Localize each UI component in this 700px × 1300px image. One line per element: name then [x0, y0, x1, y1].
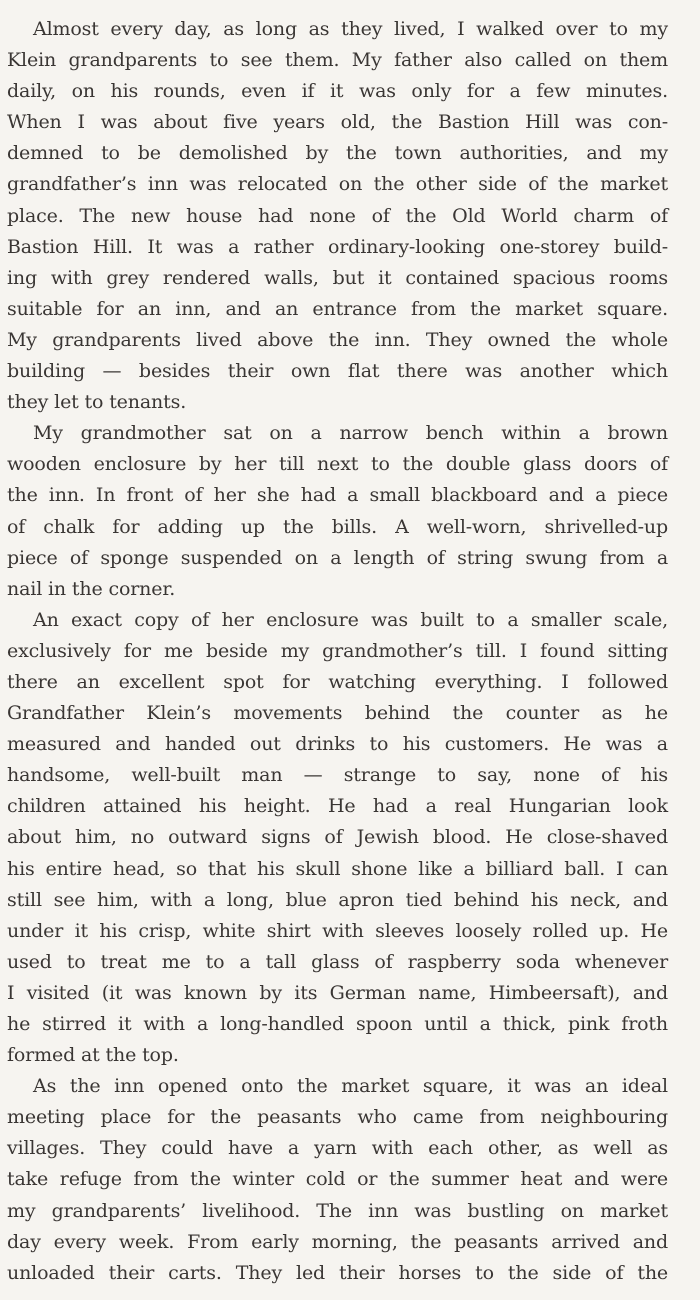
- text-line: demned to be demolished by the town authorities, and my: [7, 142, 668, 165]
- paragraph-1: [7, 14, 668, 418]
- text-line: place. The new house had none of the Old World charm of: [7, 204, 668, 227]
- text-line: building — besides their own flat there was another which: [7, 360, 668, 383]
- text-line: children attained his height. He had a real Hungarian look: [7, 795, 668, 818]
- text-line: handsome, well-built man — strange to say, none of his: [7, 764, 668, 787]
- text-line: unloaded their carts. They led their horses to the side of the: [7, 1261, 668, 1284]
- text-line: As the inn opened onto the market square, it was an ideal: [33, 1075, 668, 1098]
- text-line: they let to tenants.: [7, 391, 187, 414]
- text-line: formed at the top.: [7, 1044, 179, 1067]
- text-line: Klein grandparents to see them. My father also called on them: [7, 49, 668, 72]
- text-line: under it his crisp, white shirt with sleeves loosely rolled up. He: [7, 919, 668, 942]
- text-line: villages. They could have a yarn with each other, as well as: [7, 1137, 668, 1160]
- text-line: daily, on his rounds, even if it was only for a few minutes.: [7, 80, 668, 103]
- text-line: When I was about five years old, the Bastion Hill was con-: [7, 111, 668, 134]
- text-line: my grandparents’ livelihood. The inn was bustling on market: [7, 1199, 668, 1222]
- text-line: wooden enclosure by her till next to the double glass doors of: [7, 453, 668, 476]
- text-line: of chalk for adding up the bills. A well-worn, shrivelled-up: [7, 515, 668, 538]
- paragraph-3: [7, 605, 668, 1071]
- text-line: My grandmother sat on a narrow bench within a brown: [33, 422, 668, 445]
- text-line: day every week. From early morning, the peasants arrived and: [7, 1230, 668, 1253]
- text-line: still see him, with a long, blue apron tied behind his neck, and: [7, 888, 668, 911]
- text-line: he stirred it with a long-handled spoon until a thick, pink froth: [7, 1013, 668, 1035]
- page-text: [7, 14, 668, 1289]
- text-line: ing with grey rendered walls, but it contained spacious rooms: [7, 266, 668, 289]
- text-line: meeting place for the peasants who came from neighbouring: [7, 1106, 668, 1129]
- text-line: Grandfather Klein’s movements behind the counter as he: [7, 702, 668, 725]
- text-line: suitable for an inn, and an entrance from the market square.: [7, 297, 668, 320]
- text-line: take refuge from the winter cold or the summer heat and were: [7, 1168, 668, 1191]
- text-line: nail in the corner.: [7, 577, 176, 600]
- text-line: the inn. In front of her she had a small blackboard and a piece: [7, 484, 668, 507]
- text-line: I visited (it was known by its German name, Himbeersaft), and: [7, 981, 668, 1004]
- text-line: An exact copy of her enclosure was built to a smaller scale,: [33, 608, 668, 631]
- text-line: there an excellent spot for watching everything. I followed: [7, 670, 668, 693]
- text-line: Almost every day, as long as they lived, I walked over to my: [33, 18, 668, 40]
- paragraph-4: [7, 1071, 668, 1289]
- text-line: grandfather’s inn was relocated on the other side of the market: [7, 173, 668, 196]
- text-line: measured and handed out drinks to his customers. He was a: [7, 733, 668, 756]
- text-line: exclusively for me beside my grandmother’s till. I found sitting: [7, 639, 668, 662]
- text-line: piece of sponge suspended on a length of string swung from a: [7, 546, 668, 569]
- text-line: his entire head, so that his skull shone like a billiard ball. I can: [7, 857, 668, 880]
- text-line: Bastion Hill. It was a rather ordinary-looking one-storey build-: [7, 235, 668, 258]
- text-line: My grandparents lived above the inn. They owned the whole: [7, 328, 668, 351]
- text-line: about him, no outward signs of Jewish blood. He close-shaved: [7, 826, 668, 849]
- text-line: used to treat me to a tall glass of raspberry soda whenever: [7, 950, 668, 973]
- paragraph-2: [7, 418, 668, 605]
